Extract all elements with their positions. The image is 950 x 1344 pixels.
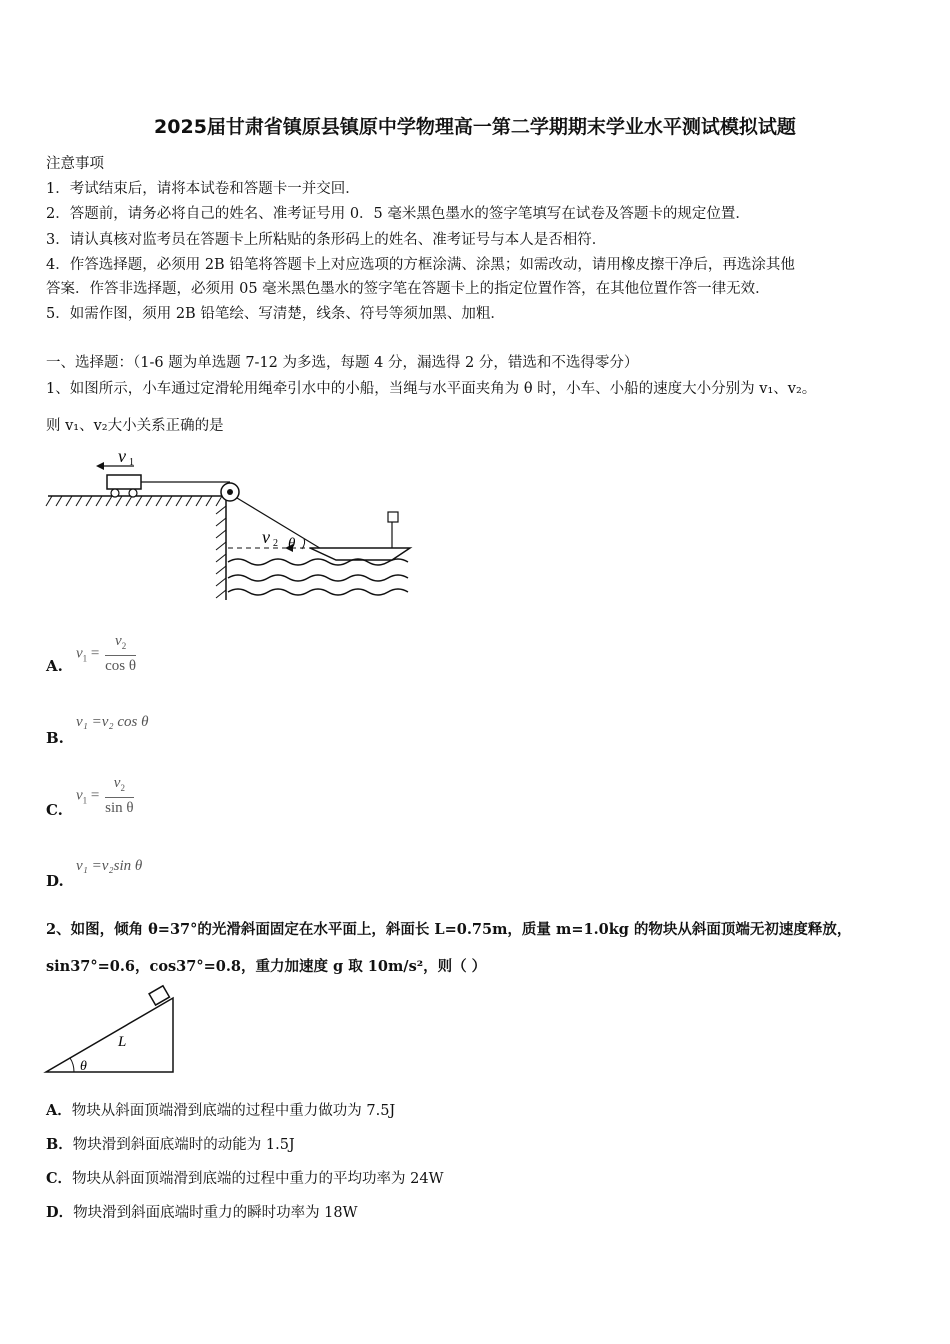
- v1-label: v: [118, 446, 126, 466]
- answer-c: C．物块从斜面顶端滑到底端的过程中重力的平均功率为 24W: [46, 1170, 444, 1187]
- theta-label: θ: [288, 536, 296, 552]
- option-c-formula: $v_1$ = $\frac{v_2}{\text{sin θ}}$: [76, 775, 134, 816]
- question-2-figure: [40, 984, 190, 1076]
- question-2-text-cont: sin37°=0.6，cos37°=0.8，重力加速度 g 取 10m/s²，则（ ）: [46, 958, 487, 975]
- notice-item-5: 5．如需作图，须用 2B 铅笔绘、写清楚，线条、符号等须加黑、加粗．: [46, 306, 505, 322]
- notice-item-3: 3．请认真核对监考员在答题卡上所粘贴的条形码上的姓名、准考证号与本人是否相符．: [46, 232, 607, 248]
- notice-item-4: 4．作答选择题，必须用 2B 铅笔将答题卡上对应选项的方框涂满、涂黑；如需改动，请用橡皮擦干净后，再选涂其他: [46, 257, 795, 273]
- v1-sub: 1: [129, 457, 134, 468]
- boat: [310, 548, 410, 560]
- question-2-text: 2、如图，倾角 θ=37°的光滑斜面固定在水平面上，斜面长 L=0.75m，质量 m=1.0kg 的物块从斜面顶端无初速度释放，: [46, 921, 852, 938]
- answer-b: B．物块滑到斜面底端时的动能为 1.5J: [46, 1136, 295, 1153]
- cart: [107, 475, 141, 489]
- option-b-label: B.: [46, 729, 64, 747]
- notice-item-4-cont: 答案．作答非选择题，必须用 05 毫米黑色墨水的签字笔在答题卡上的指定位置作答，在其他位置作答一律无效．: [46, 281, 770, 297]
- question-1-text-cont: 则 v₁、v₂大小关系正确的是: [46, 418, 224, 434]
- option-b-formula: v₁ =v₂ cos θ: [76, 714, 149, 730]
- question-1-figure: [40, 440, 430, 610]
- notice-item-2: 2．答题前，请务必将自己的姓名、准考证号用 0．5 毫米黑色墨水的签字笔填写在试卷及答题卡的规定位置．: [46, 206, 750, 222]
- v2-label: v: [262, 527, 270, 547]
- page-title: 2025届甘肃省镇原县镇原中学物理高一第二学期期末学业水平测试模拟试题: [154, 116, 796, 138]
- answer-d: D．物块滑到斜面底端时重力的瞬时功率为 18W: [46, 1204, 358, 1221]
- notice-item-1: 1．考试结束后，请将本试卷和答题卡一并交回．: [46, 181, 360, 197]
- v2-sub: 2: [273, 538, 278, 549]
- answer-a: A．物块从斜面顶端滑到底端的过程中重力做功为 7.5J: [46, 1102, 396, 1119]
- notice-heading: 注意事项: [46, 156, 104, 172]
- theta2-label: θ: [80, 1059, 87, 1074]
- option-d-formula: v₁ =v₂sin θ: [76, 858, 143, 874]
- option-d-label: D.: [46, 872, 64, 890]
- L-label: L: [118, 1034, 127, 1050]
- option-c-label: C.: [46, 801, 63, 819]
- section-heading: 一、选择题：（1-6 题为单选题 7-12 为多选，每题 4 分，漏选得 2 分，错选和不选得零分）: [46, 355, 639, 371]
- option-a-formula: $v_1$ = $\frac{v_2}{\text{cos θ}}$: [76, 633, 137, 674]
- question-1-text: 1、如图所示，小车通过定滑轮用绳牵引水中的小船，当绳与水平面夹角为 θ 时，小车、小船的速度大小分别为 v₁、v₂。: [46, 381, 817, 397]
- option-a-label: A.: [46, 657, 63, 675]
